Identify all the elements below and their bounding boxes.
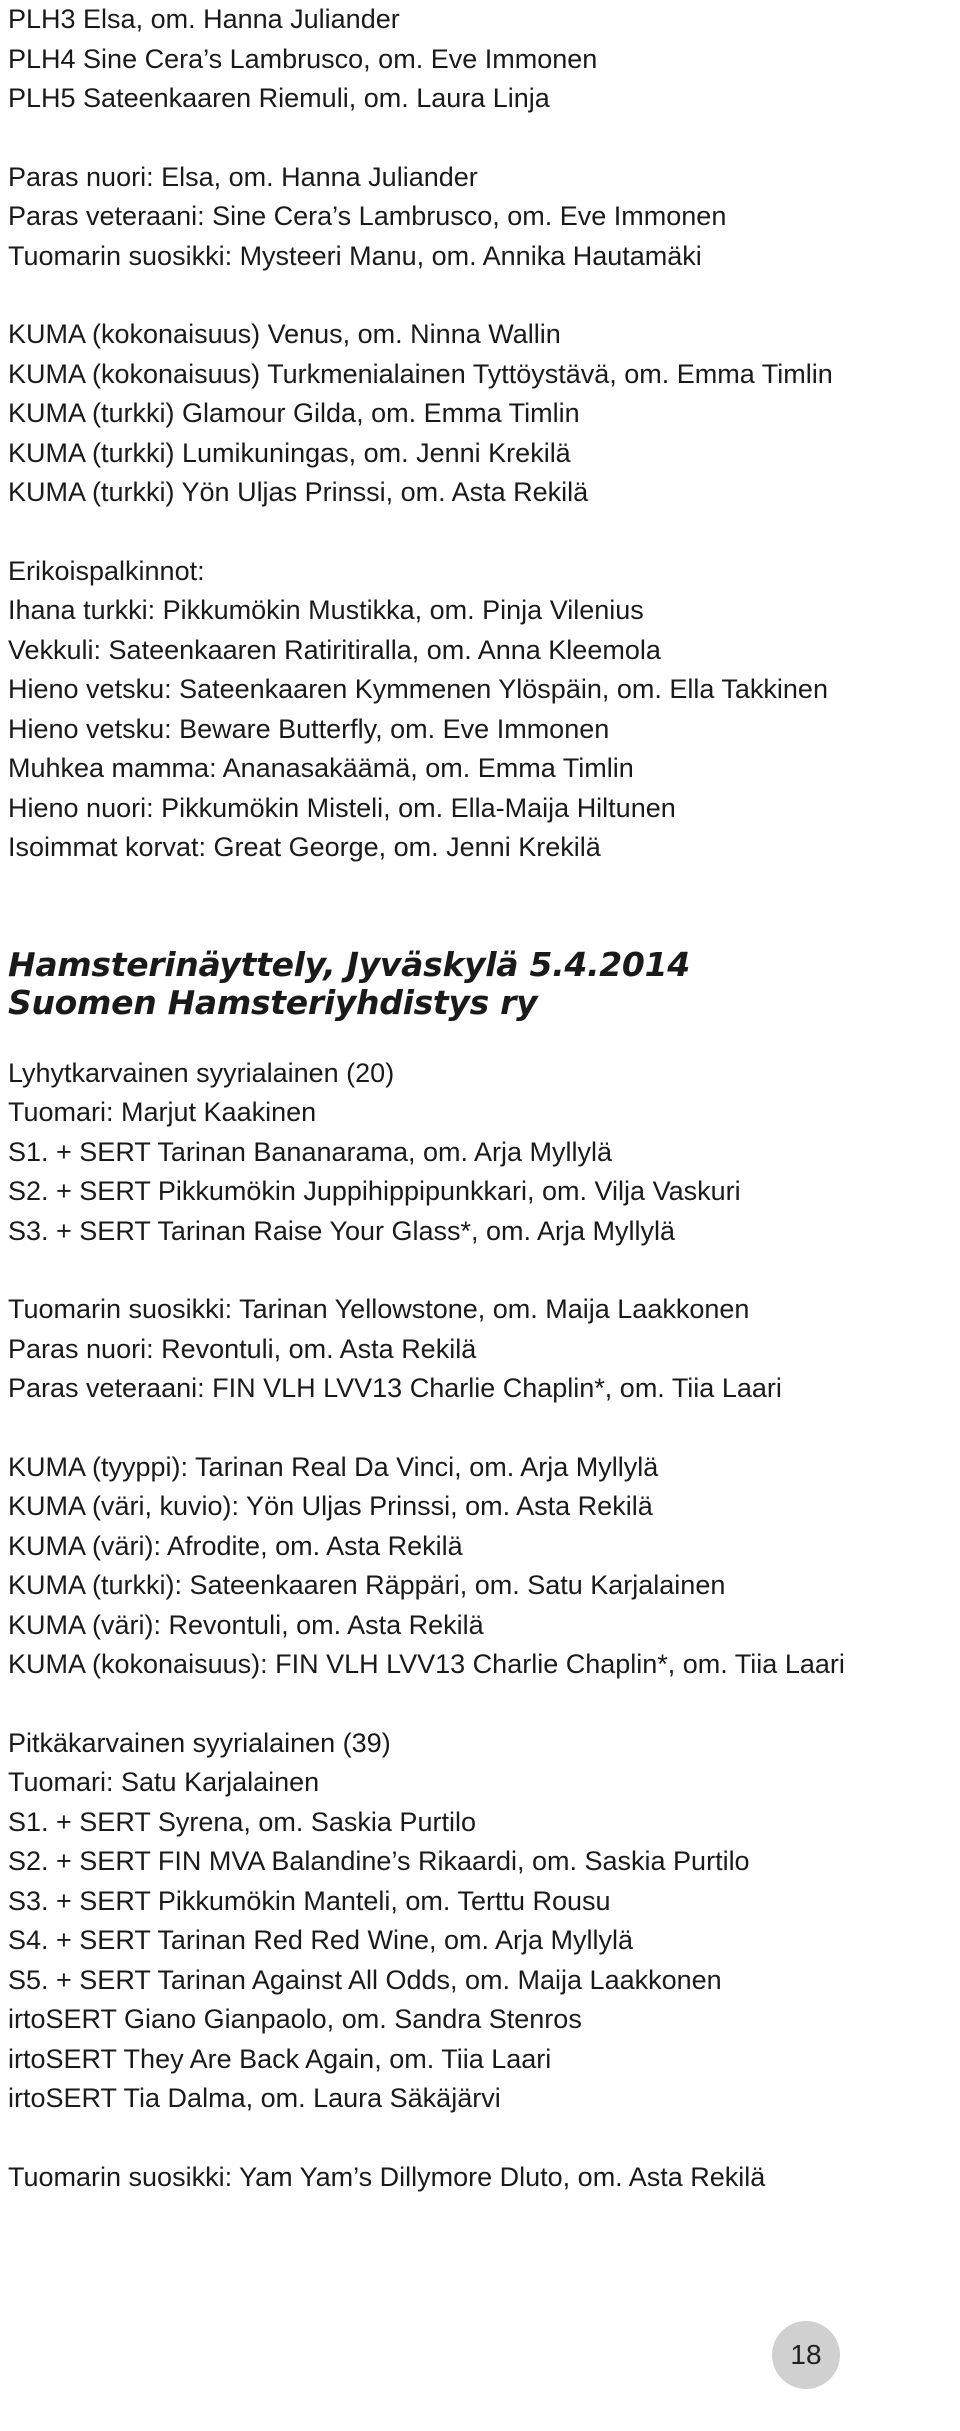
result-line: KUMA (väri): Revontuli, om. Asta Rekilä	[8, 1609, 484, 1640]
result-line: PLH4 Sine Cera’s Lambrusco, om. Eve Immonen	[8, 43, 598, 74]
short-hair-awards	[8, 1290, 952, 1409]
result-line: Vekkuli: Sateenkaaren Ratiritiralla, om. Anna Kleemola	[8, 634, 661, 665]
result-line: S3. + SERT Pikkumökin Manteli, om. Terttu Rousu	[8, 1885, 611, 1916]
page-number: 18	[790, 2339, 822, 2370]
page-number-badge	[772, 2321, 840, 2389]
spacer	[8, 868, 952, 946]
result-line: Isoimmat korvat: Great George, om. Jenni Krekilä	[8, 832, 601, 862]
document-page	[8, 0, 952, 2197]
result-line: Paras nuori: Elsa, om. Hanna Juliander	[8, 161, 478, 192]
result-line: Muhkea mamma: Ananasakäämä, om. Emma Timlin	[8, 753, 634, 783]
section-heading	[8, 946, 952, 1022]
heading-title: Hamsterinäyttely, Jyväskylä 5.4.2014	[8, 944, 690, 984]
result-line: Paras nuori: Revontuli, om. Asta Rekilä	[8, 1333, 477, 1364]
result-line: Erikoispalkinnot:	[8, 555, 205, 586]
result-line: Lyhytkarvainen syyrialainen (20)	[8, 1057, 395, 1088]
spacer	[8, 119, 952, 158]
result-line: Ihana turkki: Pikkumökin Mustikka, om. Pinja Vilenius	[8, 595, 644, 625]
special-awards-lines	[8, 158, 952, 277]
spacer	[8, 1251, 952, 1290]
result-line: irtoSERT Tia Dalma, om. Laura Säkäjärvi	[8, 2083, 501, 2113]
erikoispalkinnot-lines	[8, 552, 952, 868]
spacer	[8, 513, 952, 552]
result-line: Tuomari: Satu Karjalainen	[8, 1767, 320, 1797]
result-line: Hieno vetsku: Sateenkaaren Kymmenen Ylöspäin, om. Ella Takkinen	[8, 674, 828, 704]
result-line: Tuomari: Marjut Kaakinen	[8, 1097, 317, 1127]
spacer	[8, 276, 952, 315]
result-line: S2. + SERT Pikkumökin Juppihippipunkkari, om. Vilja Vaskuri	[8, 1176, 741, 1206]
result-line: Tuomarin suosikki: Tarinan Yellowstone, om. Maija Laakkonen	[8, 1294, 750, 1324]
result-line: irtoSERT Giano Gianpaolo, om. Sandra Stenros	[8, 2004, 582, 2034]
result-line: KUMA (väri, kuvio): Yön Uljas Prinssi, om. Asta Rekilä	[8, 1491, 653, 1521]
spacer	[8, 1409, 952, 1448]
result-line: Paras veteraani: FIN VLH LVV13 Charlie Chaplin*, om. Tiia Laari	[8, 1373, 782, 1403]
result-line: KUMA (tyyppi): Tarinan Real Da Vinci, om. Arja Myllylä	[8, 1451, 659, 1482]
result-line: S5. + SERT Tarinan Against All Odds, om. Maija Laakkonen	[8, 1964, 722, 1995]
result-line: KUMA (turkki) Lumikuningas, om. Jenni Krekilä	[8, 437, 571, 468]
result-line: KUMA (kokonaisuus) Venus, om. Ninna Wallin	[8, 319, 561, 349]
spacer	[8, 1685, 952, 1724]
result-line: PLH3 Elsa, om. Hanna Juliander	[8, 4, 400, 34]
result-line: S2. + SERT FIN MVA Balandine’s Rikaardi, om. Saskia Purtilo	[8, 1846, 750, 1876]
result-line: KUMA (turkki) Yön Uljas Prinssi, om. Asta Rekilä	[8, 477, 589, 507]
result-line: KUMA (kokonaisuus): FIN VLH LVV13 Charlie Chaplin*, om. Tiia Laari	[8, 1649, 845, 1679]
long-hair-lines	[8, 1724, 952, 2119]
result-line: Hieno nuori: Pikkumökin Misteli, om. Ella-Maija Hiltunen	[8, 792, 676, 823]
result-line: S1. + SERT Syrena, om. Saskia Purtilo	[8, 1806, 476, 1837]
result-line: PLH5 Sateenkaaren Riemuli, om. Laura Linja	[8, 83, 550, 113]
result-line: S1. + SERT Tarinan Bananarama, om. Arja Myllylä	[8, 1136, 613, 1167]
result-line: Hieno vetsku: Beware Butterfly, om. Eve Immonen	[8, 713, 610, 744]
kuma-lines-2	[8, 1448, 952, 1685]
result-line: Pitkäkarvainen syyrialainen (39)	[8, 1727, 391, 1758]
final-line-block	[8, 2158, 952, 2198]
heading-subtitle: Suomen Hamsteriyhdistys ry	[8, 982, 538, 1022]
result-line: KUMA (turkki): Sateenkaaren Räppäri, om. Satu Karjalainen	[8, 1570, 726, 1600]
result-line: Tuomarin suosikki: Mysteeri Manu, om. Annika Hautamäki	[8, 240, 702, 271]
result-line: Paras veteraani: Sine Cera’s Lambrusco, om. Eve Immonen	[8, 201, 727, 231]
result-line: KUMA (kokonaisuus) Turkmenialainen Tyttöystävä, om. Emma Timlin	[8, 358, 833, 389]
result-line: KUMA (väri): Afrodite, om. Asta Rekilä	[8, 1530, 463, 1561]
result-line: KUMA (turkki) Glamour Gilda, om. Emma Timlin	[8, 398, 580, 428]
short-hair-lines	[8, 1054, 952, 1252]
result-line: irtoSERT They Are Back Again, om. Tiia Laari	[8, 2043, 552, 2074]
result-line: Tuomarin suosikki: Yam Yam’s Dillymore Dluto, om. Asta Rekilä	[8, 2161, 766, 2192]
results-top-lines	[8, 0, 952, 119]
spacer	[8, 2119, 952, 2158]
result-line: S4. + SERT Tarinan Red Red Wine, om. Arja Myllylä	[8, 1925, 634, 1955]
kuma-lines-1	[8, 315, 952, 513]
result-line: S3. + SERT Tarinan Raise Your Glass*, om. Arja Myllylä	[8, 1215, 676, 1246]
